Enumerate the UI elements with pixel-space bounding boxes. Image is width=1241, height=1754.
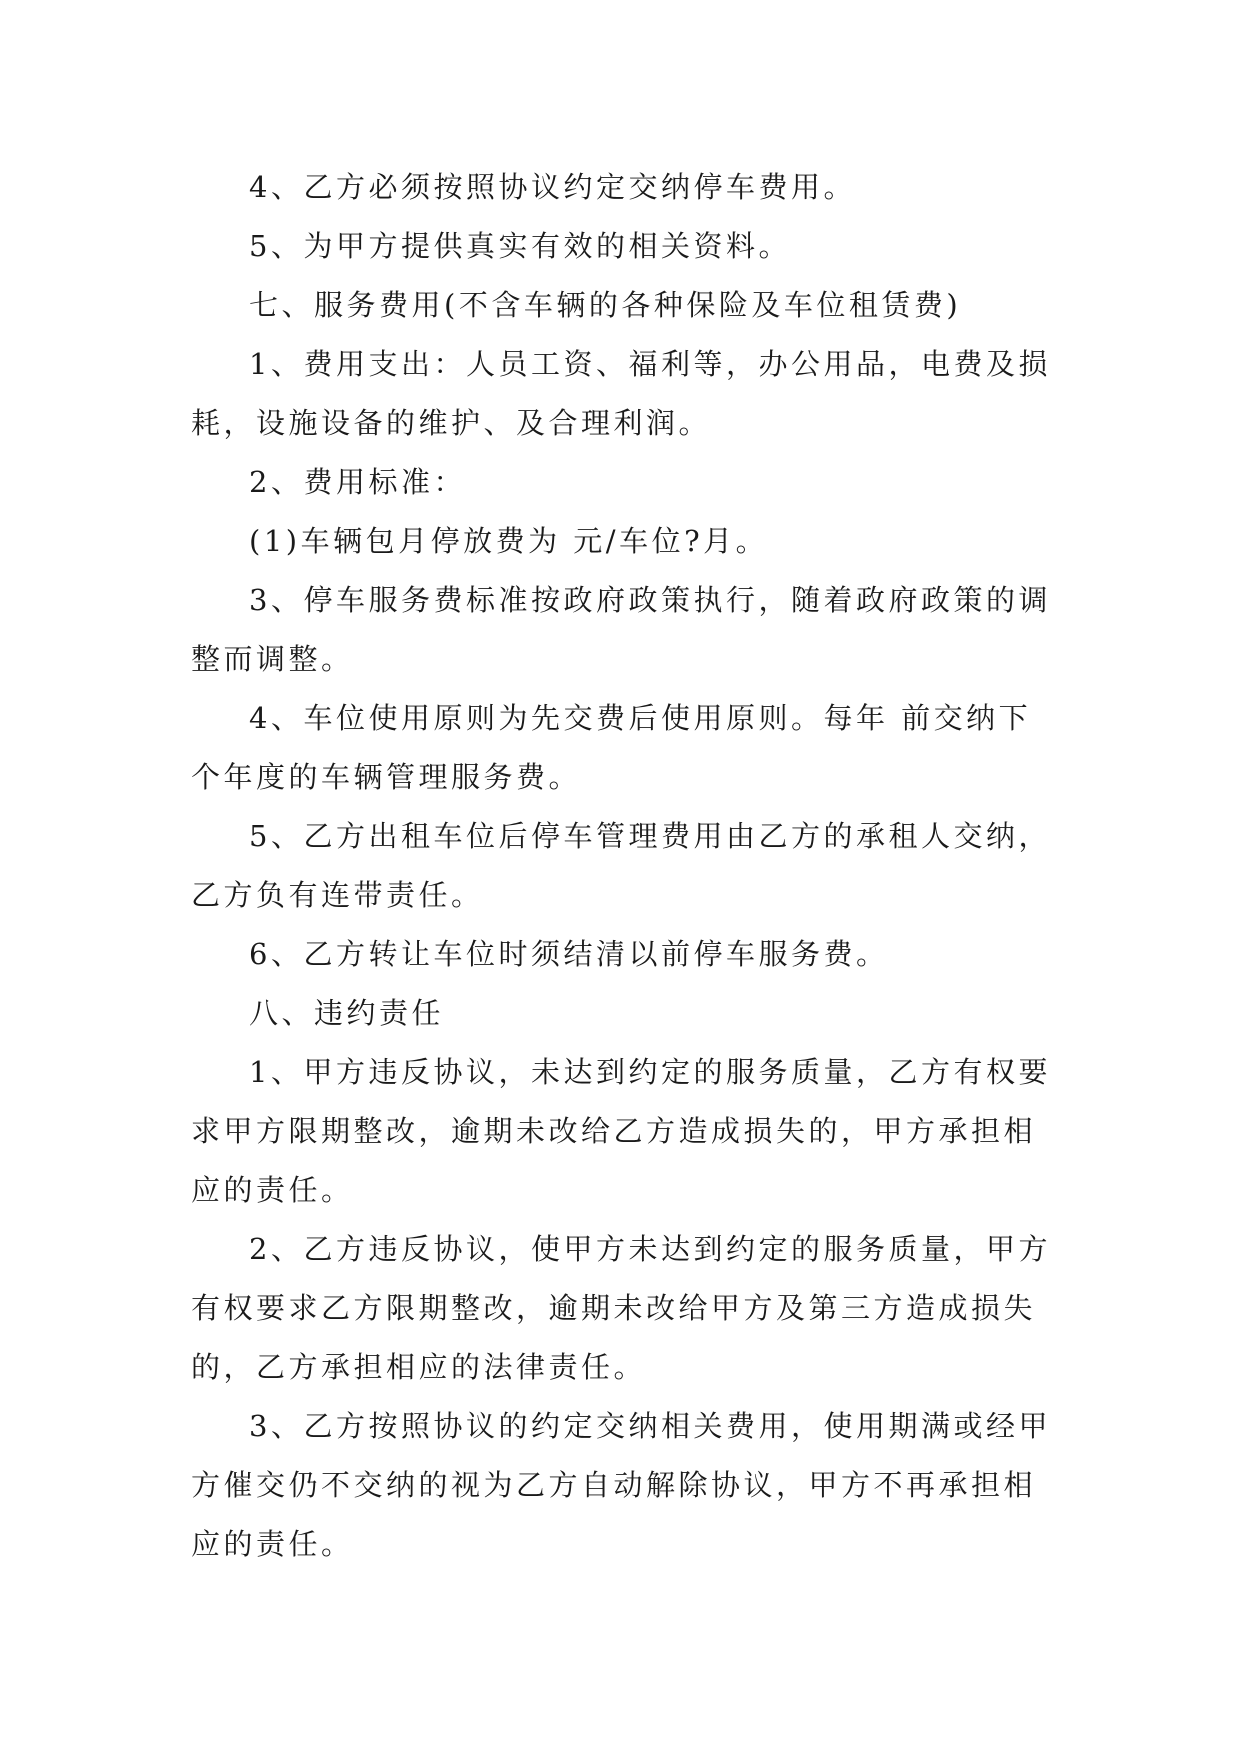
paragraph: 6、乙方转让车位时须结清以前停车服务费。: [249, 937, 889, 971]
paragraph: 5、乙方出租车位后停车管理费用由乙方的承租人交纳，乙方负有连带责任。: [191, 819, 1051, 912]
document-body: [191, 158, 1061, 1574]
paragraph: (1)车辆包月停放费为 元/车位?月。: [249, 524, 769, 558]
paragraph: 2、乙方违反协议，使甲方未达到约定的服务质量，甲方有权要求乙方限期整改，逾期未改给甲方及第三方造成损失的，乙方承担相应的法律责任。: [191, 1232, 1051, 1384]
section-heading: 八、违约责任: [249, 996, 445, 1030]
paragraph: 3、停车服务费标准按政府政策执行，随着政府政策的调整而调整。: [191, 583, 1051, 676]
paragraph: 1、费用支出：人员工资、福利等，办公用品，电费及损耗，设施设备的维护、及合理利润。: [191, 347, 1051, 440]
paragraph: 5、为甲方提供真实有效的相关资料。: [249, 229, 791, 263]
paragraph: 4、车位使用原则为先交费后使用原则。每年 前交纳下个年度的车辆管理服务费。: [191, 701, 1032, 794]
paragraph: 2、费用标准：: [249, 465, 466, 499]
paragraph: 1、甲方违反协议，未达到约定的服务质量，乙方有权要求甲方限期整改，逾期未改给乙方造成损失的，甲方承担相应的责任。: [191, 1055, 1051, 1207]
section-heading: 七、服务费用(不含车辆的各种保险及车位租赁费): [249, 288, 962, 322]
paragraph: 4、乙方必须按照协议约定交纳停车费用。: [249, 170, 856, 204]
paragraph: 3、乙方按照协议的约定交纳相关费用，使用期满或经甲方催交仍不交纳的视为乙方自动解除协议，甲方不再承担相应的责任。: [191, 1409, 1051, 1561]
